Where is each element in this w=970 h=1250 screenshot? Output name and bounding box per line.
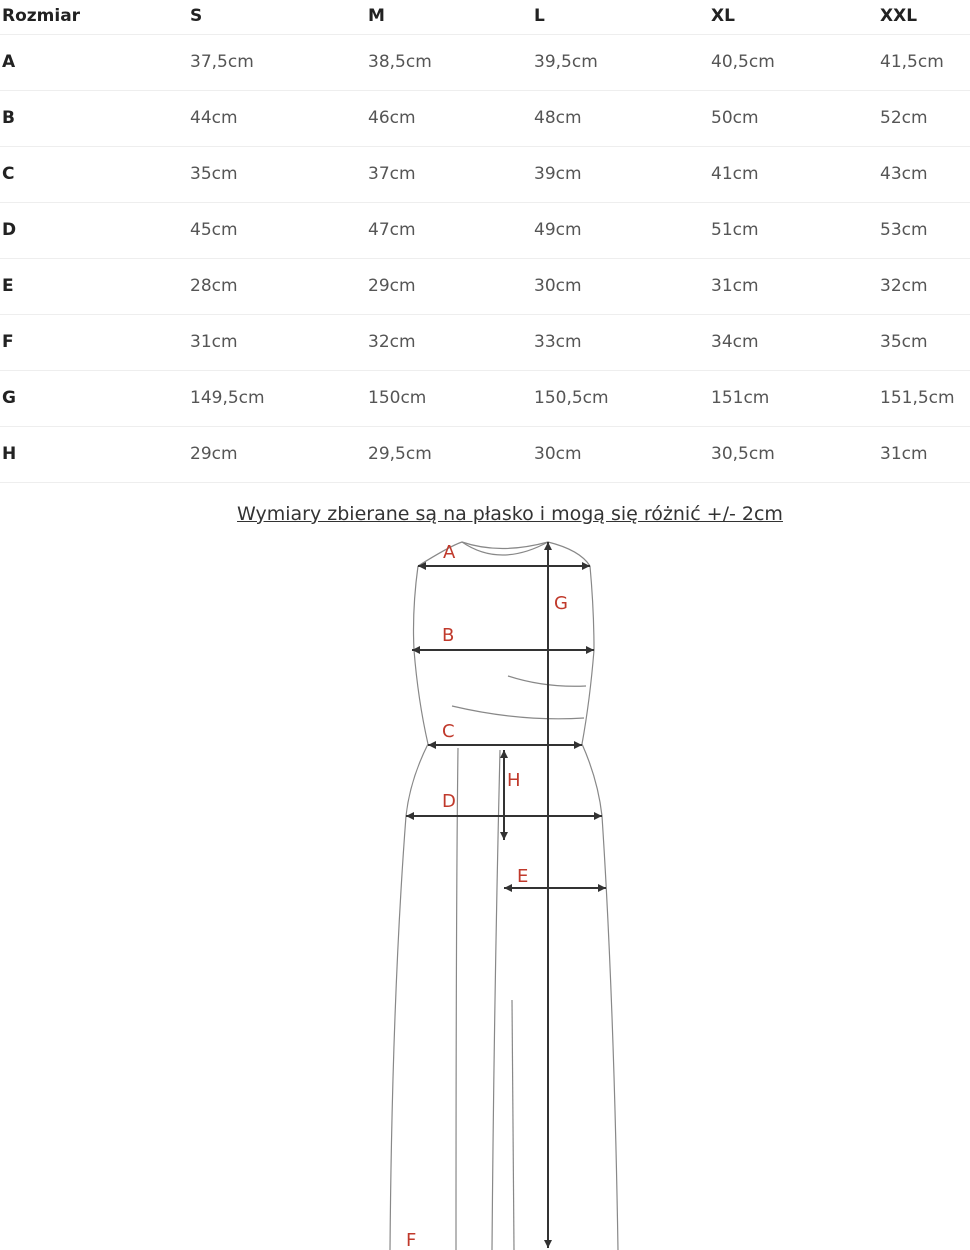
table-cell: 150cm <box>368 388 427 408</box>
arrowheads <box>406 542 606 1248</box>
row-label: E <box>2 276 14 296</box>
table-cell: 35cm <box>880 332 928 352</box>
table-cell: 31cm <box>190 332 238 352</box>
table-cell: 50cm <box>711 108 759 128</box>
table-cell: 30cm <box>534 276 582 296</box>
table-cell: 53cm <box>880 220 928 240</box>
measure-lines <box>406 542 606 1248</box>
table-cell: 31cm <box>711 276 759 296</box>
row-label: H <box>2 444 17 464</box>
table-cell: 32cm <box>880 276 928 296</box>
table-cell: 40,5cm <box>711 52 775 72</box>
table-cell: 52cm <box>880 108 928 128</box>
diagram-label-h: H <box>507 770 521 791</box>
diagram-label-c: C <box>442 721 455 742</box>
table-cell: 51cm <box>711 220 759 240</box>
diagram-label-b: B <box>442 625 455 646</box>
table-cell: 151,5cm <box>880 388 955 408</box>
table-cell: 150,5cm <box>534 388 609 408</box>
table-cell: 28cm <box>190 276 238 296</box>
header-s: S <box>190 6 203 26</box>
table-cell: 41,5cm <box>880 52 944 72</box>
diagram-label-a: A <box>443 542 456 563</box>
table-cell: 39,5cm <box>534 52 598 72</box>
table-cell: 31cm <box>880 444 928 464</box>
header-xl: XL <box>711 6 735 26</box>
row-label: F <box>2 332 14 352</box>
table-cell: 30,5cm <box>711 444 775 464</box>
diagram-label-f: F <box>406 1230 417 1250</box>
table-cell: 37cm <box>368 164 416 184</box>
table-cell: 29,5cm <box>368 444 432 464</box>
header-xxl: XXL <box>880 6 918 26</box>
table-cell: 44cm <box>190 108 238 128</box>
table-cell: 38,5cm <box>368 52 432 72</box>
table-cell: 41cm <box>711 164 759 184</box>
table-cell: 43cm <box>880 164 928 184</box>
row-label: C <box>2 164 15 184</box>
table-cell: 29cm <box>368 276 416 296</box>
row-label: D <box>2 220 17 240</box>
diagram-label-g: G <box>554 593 568 614</box>
table-cell: 33cm <box>534 332 582 352</box>
table-cell: 47cm <box>368 220 416 240</box>
header-l: L <box>534 6 545 26</box>
row-label: A <box>2 52 16 72</box>
table-cell: 34cm <box>711 332 759 352</box>
diagram-label-d: D <box>442 791 456 812</box>
table-cell: 30cm <box>534 444 582 464</box>
table-cell: 35cm <box>190 164 238 184</box>
jumpsuit-outline <box>390 542 618 1250</box>
header-m: M <box>368 6 385 26</box>
table-cell: 37,5cm <box>190 52 254 72</box>
table-cell: 39cm <box>534 164 582 184</box>
row-label: B <box>2 108 15 128</box>
measurement-note: Wymiary zbierane są na płasko i mogą się różnić +/- 2cm <box>237 503 783 525</box>
table-cell: 49cm <box>534 220 582 240</box>
table-cell: 32cm <box>368 332 416 352</box>
table-cell: 151cm <box>711 388 770 408</box>
table-cell: 149,5cm <box>190 388 265 408</box>
header-size: Rozmiar <box>2 6 81 26</box>
table-cell: 45cm <box>190 220 238 240</box>
table-cell: 46cm <box>368 108 416 128</box>
row-label: G <box>2 388 16 408</box>
table-cell: 29cm <box>190 444 238 464</box>
table-cell: 48cm <box>534 108 582 128</box>
diagram-label-e: E <box>517 866 529 887</box>
